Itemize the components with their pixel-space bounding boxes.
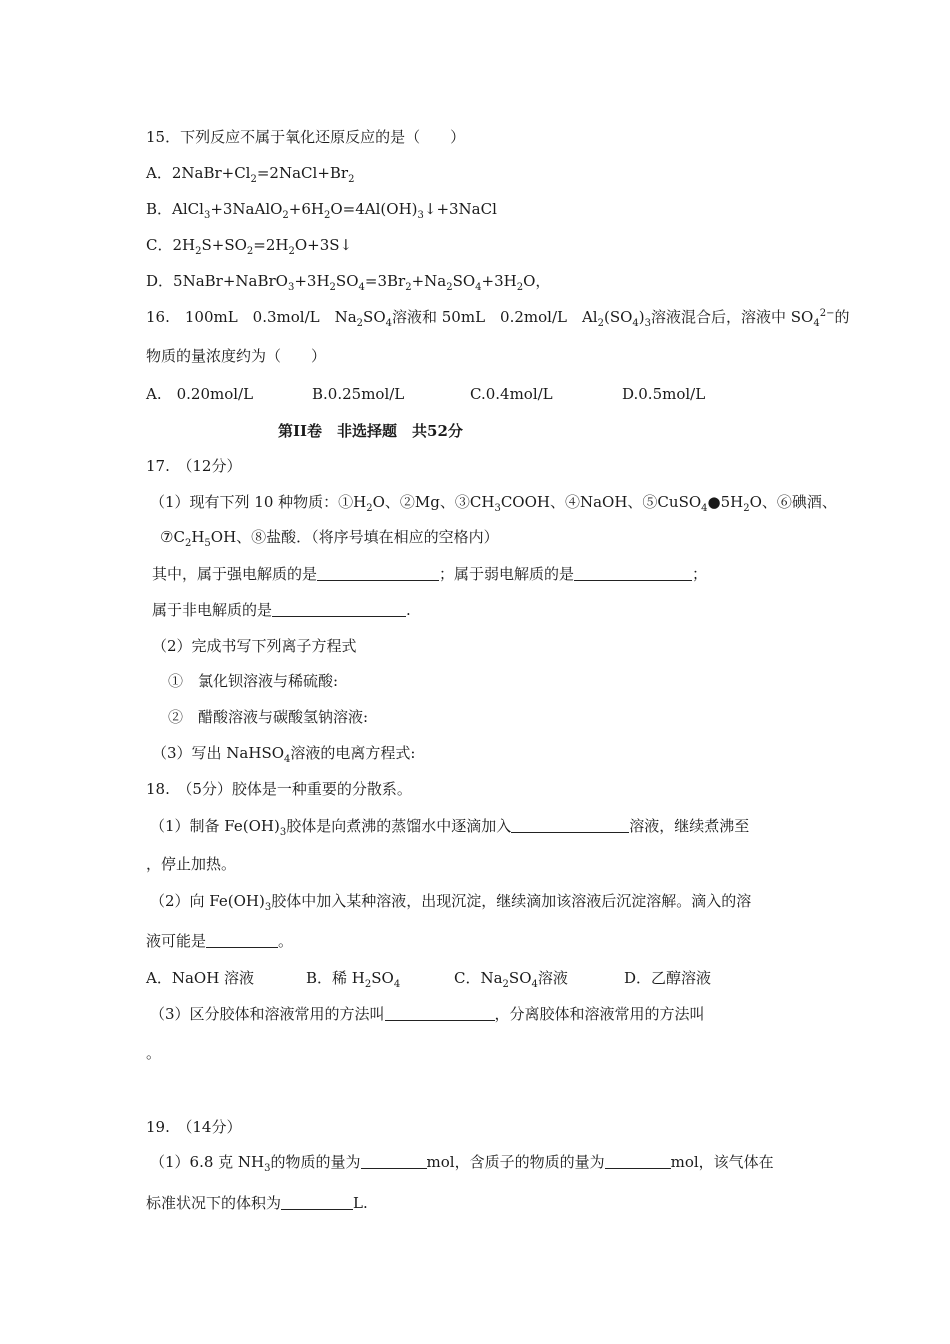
q15-option-a: A．$2NaBr+Cl_2=2NaCl+Br_2$ <box>146 164 355 185</box>
q18-part3-line2: 。 <box>146 1044 162 1062</box>
volume-blank[interactable] <box>281 1195 353 1210</box>
q17-part2: （2）完成书写下列离子方程式 <box>152 637 357 655</box>
q16-option-d: D.0.5mol/L <box>622 385 706 403</box>
q17-part2-b: ② 醋酸溶液与碳酸氢钠溶液: <box>168 708 369 726</box>
q18-option-c: C．$Na_2SO_4$溶液 <box>454 969 568 990</box>
q16-option-b: B.0.25mol/L <box>312 385 405 403</box>
q16-option-a: A. 0.20mol/L <box>146 385 254 403</box>
section-title: 第II卷 非选择题 共52分 <box>278 422 463 440</box>
weak-electrolyte-blank[interactable] <box>574 566 692 581</box>
q18-part1-line2: ，停止加热。 <box>146 855 237 873</box>
q18-part3-line1: （3）区分胶体和溶液常用的方法叫 ，分离胶体和溶液常用的方法叫 <box>150 1005 705 1023</box>
q16-stem-line2: 物质的量浓度约为（ ） <box>146 347 327 365</box>
non-electrolyte-blank[interactable] <box>272 602 406 617</box>
distinguish-method-blank[interactable] <box>385 1006 495 1021</box>
reagent-blank[interactable] <box>511 818 629 833</box>
q18-part2-line2: 液可能是 。 <box>146 932 294 950</box>
q17-header: 17. （12分） <box>146 457 242 475</box>
q18-part2-line1: （2）向 $Fe(OH)_3$胶体中加入某种溶液，出现沉淀，继续滴加该溶液后沉淀溶解。滴入的溶 <box>150 892 752 913</box>
strong-electrolyte-blank[interactable] <box>317 566 439 581</box>
q18-option-b: B．稀 $H_2SO_4$ <box>306 969 401 990</box>
q17-part3: （3）写出 NaHSO$_4$溶液的电离方程式: <box>152 744 416 765</box>
q15-option-d: D．$5NaBr+NaBrO_3+3H_2SO_4=3Br_2+Na_2SO_4+3H_2O$， <box>146 272 551 293</box>
q18-option-d: D．乙醇溶液 <box>624 969 712 987</box>
q18-part1-line1: （1）制备 $Fe(OH)_3$胶体是向煮沸的蒸馏水中逐滴加入 溶液，继续煮沸至 <box>150 817 750 838</box>
q17-part1-line2: $⑦C_2H_5OH$、⑧盐酸．（将序号填在相应的空格内） <box>160 528 499 549</box>
q15-option-c: C．$2H_2S+SO_2=2H_2O+3S↓$ <box>146 236 353 257</box>
q19-part1-line1: （1）6.8 克 $NH_3$的物质的量为 mol，含质子的物质的量为 mol，该气体在 <box>150 1153 774 1174</box>
q19-header: 19. （14分） <box>146 1118 242 1136</box>
q16-stem-line1: 16. 100mL 0.3mol/L $Na_2SO_4$溶液和 50mL 0.2mol/L $Al_2(SO_4)_3$溶液混合后，溶液中 $SO_4^{2-}$的 <box>146 308 850 329</box>
q18-option-a: A．NaOH 溶液 <box>146 969 255 987</box>
q15-stem: 15．下列反应不属于氧化还原反应的是（ ） <box>146 128 466 146</box>
q17-part1-line1: （1）现有下列 10 种物质：$①H_2O$、②Mg、$③CH_3COOH$、④NaOH、$⑤CuSO_4●5H_2O$、⑥碘酒、 <box>150 493 837 514</box>
q16-option-c: C.0.4mol/L <box>470 385 553 403</box>
q15-option-b: B．$AlCl_3+3NaAlO_2+6H_2O=4Al(OH)_3↓+3NaCl$ <box>146 200 497 221</box>
proton-moles-blank[interactable] <box>605 1154 671 1169</box>
moles-blank[interactable] <box>361 1154 427 1169</box>
q19-part1-line2: 标准状况下的体积为 L. <box>146 1194 368 1212</box>
q18-header: 18. （5分）胶体是一种重要的分散系。 <box>146 780 412 798</box>
solution-blank[interactable] <box>206 933 278 948</box>
q17-part1-line4: 属于非电解质的是 . <box>152 601 411 619</box>
q17-part1-line3: 其中，属于强电解质的是 ；属于弱电解质的是 ； <box>152 565 708 583</box>
q17-part2-a: ① 氯化钡溶液与稀硫酸: <box>168 672 339 690</box>
